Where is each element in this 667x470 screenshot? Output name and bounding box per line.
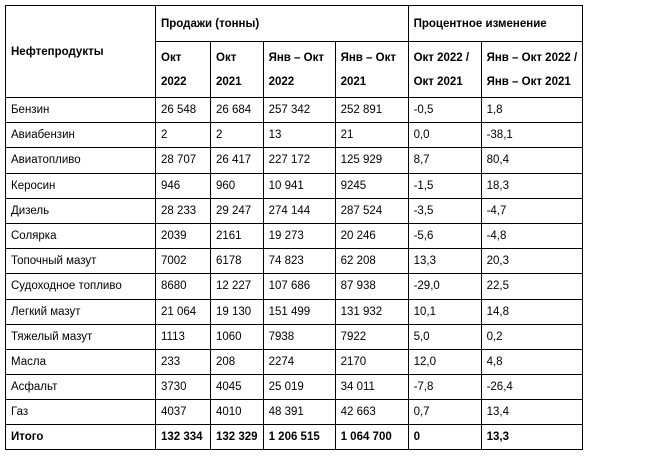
value-cell: 20 246 <box>335 223 408 248</box>
value-cell: 28 233 <box>156 198 211 223</box>
table-row <box>6 324 583 349</box>
value-cell: 28 707 <box>156 148 211 173</box>
subheader-line: 2022 <box>161 75 187 88</box>
header-products: Нефтепродукты <box>6 6 156 98</box>
value-cell: 9245 <box>335 173 408 198</box>
product-name-cell: Легкий мазут <box>6 299 156 324</box>
value-cell: 10,1 <box>408 299 481 324</box>
petroleum-sales-table <box>5 5 583 450</box>
value-cell: 26 417 <box>211 148 264 173</box>
product-name-cell: Керосин <box>6 173 156 198</box>
value-cell: -7,8 <box>408 375 481 400</box>
value-cell: -5,6 <box>408 223 481 248</box>
value-cell: 12,0 <box>408 349 481 374</box>
value-cell: 0,0 <box>408 123 481 148</box>
value-cell: 2161 <box>211 223 264 248</box>
subheader-line: Окт <box>161 51 182 64</box>
subheader-line: 2022 <box>268 75 295 88</box>
value-cell: 26 548 <box>156 98 211 123</box>
value-cell: 257 342 <box>263 98 335 123</box>
value-cell: 5,0 <box>408 324 481 349</box>
table-row <box>6 223 583 248</box>
value-cell: 4045 <box>211 375 264 400</box>
product-name-cell: Солярка <box>6 223 156 248</box>
table-row <box>6 249 583 274</box>
value-cell: 62 208 <box>335 249 408 274</box>
table-row <box>6 98 583 123</box>
total-row <box>6 425 583 450</box>
value-cell: 125 929 <box>335 148 408 173</box>
value-cell: 19 130 <box>211 299 264 324</box>
subheader-line: Окт 2022 / <box>413 51 470 64</box>
value-cell: 2 <box>156 123 211 148</box>
value-cell: 227 172 <box>263 148 335 173</box>
subheader-line: Янв – Окт <box>340 51 396 64</box>
value-cell: 252 891 <box>335 98 408 123</box>
value-cell: 87 938 <box>335 274 408 299</box>
table-row <box>6 274 583 299</box>
value-cell: -29,0 <box>408 274 481 299</box>
value-cell: 21 064 <box>156 299 211 324</box>
value-cell: 7922 <box>335 324 408 349</box>
total-cell: 1 064 700 <box>335 425 408 450</box>
value-cell: 2039 <box>156 223 211 248</box>
value-cell: 74 823 <box>263 249 335 274</box>
value-cell: 208 <box>211 349 264 374</box>
table-row <box>6 173 583 198</box>
product-name-cell: Топочный мазут <box>6 249 156 274</box>
value-cell: 0,7 <box>408 400 481 425</box>
value-cell: 0,2 <box>481 324 583 349</box>
product-name-cell: Дизель <box>6 198 156 223</box>
value-cell: 233 <box>156 349 211 374</box>
total-cell: 1 206 515 <box>263 425 335 450</box>
value-cell: 29 247 <box>211 198 264 223</box>
value-cell: 274 144 <box>263 198 335 223</box>
value-cell: 1060 <box>211 324 264 349</box>
value-cell: 4,8 <box>481 349 583 374</box>
value-cell: 34 011 <box>335 375 408 400</box>
value-cell: 287 524 <box>335 198 408 223</box>
product-name-cell: Тяжелый мазут <box>6 324 156 349</box>
table-container <box>5 5 583 450</box>
value-cell: 2274 <box>263 349 335 374</box>
value-cell: 8680 <box>156 274 211 299</box>
value-cell: -4,7 <box>481 198 583 223</box>
product-name-cell: Масла <box>6 349 156 374</box>
value-cell: 22,5 <box>481 274 583 299</box>
value-cell: 18,3 <box>481 173 583 198</box>
value-cell: 107 686 <box>263 274 335 299</box>
header-percent-change: Процентное изменение <box>408 6 583 42</box>
value-cell: 13,3 <box>408 249 481 274</box>
product-name-cell: Асфальт <box>6 375 156 400</box>
value-cell: 10 941 <box>263 173 335 198</box>
value-cell: -1,5 <box>408 173 481 198</box>
value-cell: -3,5 <box>408 198 481 223</box>
subheader-line: Окт 2021 <box>413 75 463 88</box>
value-cell: 1,8 <box>481 98 583 123</box>
product-name-cell: Газ <box>6 400 156 425</box>
value-cell: -26,4 <box>481 375 583 400</box>
total-label: Итого <box>6 425 156 450</box>
subheader-jan-oct-change <box>481 42 583 98</box>
value-cell: 48 391 <box>263 400 335 425</box>
subheader-line: Янв – Окт <box>268 51 324 64</box>
subheader-line: 2021 <box>216 75 242 88</box>
value-cell: 2 <box>211 123 264 148</box>
value-cell: 6178 <box>211 249 264 274</box>
subheader-oct-2022 <box>156 42 211 98</box>
value-cell: 4010 <box>211 400 264 425</box>
total-cell: 13,3 <box>481 425 583 450</box>
value-cell: 1113 <box>156 324 211 349</box>
table-row <box>6 400 583 425</box>
value-cell: 21 <box>335 123 408 148</box>
subheader-oct-change <box>408 42 481 98</box>
product-name-cell: Судоходное топливо <box>6 274 156 299</box>
subheader-line: Янв – Окт 2022 / <box>486 51 578 64</box>
value-cell: -38,1 <box>481 123 583 148</box>
value-cell: 19 273 <box>263 223 335 248</box>
value-cell: 946 <box>156 173 211 198</box>
value-cell: -0,5 <box>408 98 481 123</box>
value-cell: 2170 <box>335 349 408 374</box>
value-cell: 960 <box>211 173 264 198</box>
subheader-line: Янв – Окт 2021 <box>486 75 571 88</box>
total-cell: 132 334 <box>156 425 211 450</box>
value-cell: 13 <box>263 123 335 148</box>
subheader-line: 2021 <box>340 75 367 88</box>
value-cell: 7002 <box>156 249 211 274</box>
total-cell: 132 329 <box>211 425 264 450</box>
value-cell: 131 932 <box>335 299 408 324</box>
total-cell: 0 <box>408 425 481 450</box>
value-cell: 25 019 <box>263 375 335 400</box>
header-row-1 <box>6 6 583 42</box>
table-row <box>6 123 583 148</box>
table-body <box>6 98 583 450</box>
product-name-cell: Авиабензин <box>6 123 156 148</box>
value-cell: 7938 <box>263 324 335 349</box>
table-row <box>6 349 583 374</box>
value-cell: 80,4 <box>481 148 583 173</box>
subheader-line: Окт <box>216 51 237 64</box>
subheader-oct-2021 <box>211 42 264 98</box>
value-cell: 3730 <box>156 375 211 400</box>
value-cell: 26 684 <box>211 98 264 123</box>
header-sales: Продажи (тонны) <box>156 6 409 42</box>
value-cell: -4,8 <box>481 223 583 248</box>
value-cell: 20,3 <box>481 249 583 274</box>
table-row <box>6 375 583 400</box>
subheader-jan-oct-2022 <box>263 42 335 98</box>
value-cell: 8,7 <box>408 148 481 173</box>
subheader-jan-oct-2021 <box>335 42 408 98</box>
value-cell: 12 227 <box>211 274 264 299</box>
product-name-cell: Авиатопливо <box>6 148 156 173</box>
table-row <box>6 148 583 173</box>
value-cell: 14,8 <box>481 299 583 324</box>
value-cell: 42 663 <box>335 400 408 425</box>
table-row <box>6 198 583 223</box>
table-row <box>6 299 583 324</box>
value-cell: 4037 <box>156 400 211 425</box>
value-cell: 151 499 <box>263 299 335 324</box>
product-name-cell: Бензин <box>6 98 156 123</box>
value-cell: 13,4 <box>481 400 583 425</box>
